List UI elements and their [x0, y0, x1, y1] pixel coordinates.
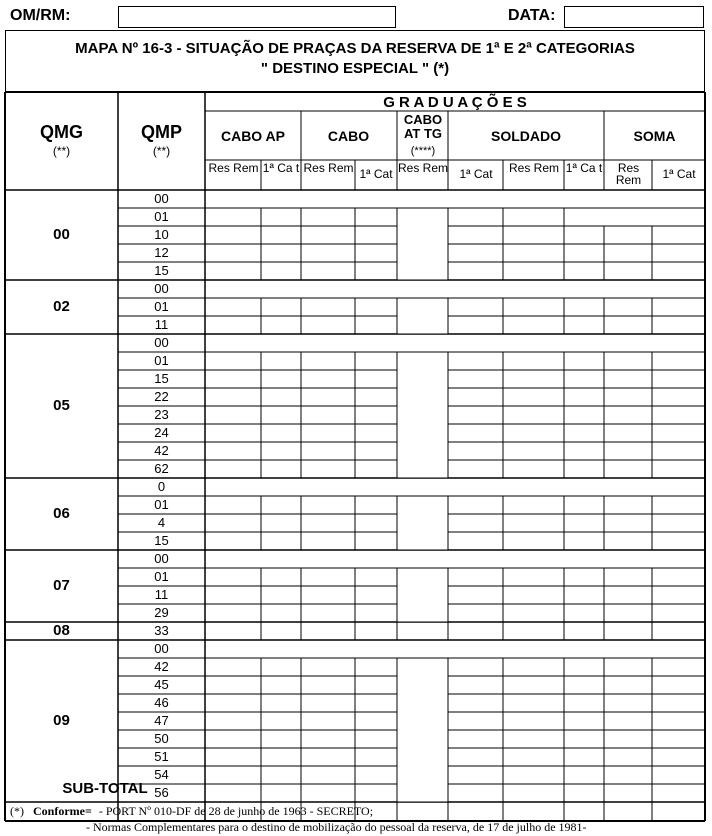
cabo-ap-res-rem: Res Rem: [208, 161, 259, 175]
blank-cell-region: [398, 497, 448, 550]
qmp-cell: 42: [154, 443, 169, 458]
qmp-header: QMP: [140, 122, 182, 142]
soldado-header: SOLDADO: [491, 128, 561, 144]
om-rm-label: OM/RM:: [10, 7, 71, 24]
qmg-cell: 08: [53, 622, 70, 639]
blank-cell-region: [398, 299, 448, 334]
qmp-cell: 00: [154, 335, 169, 350]
qmp-cell: 0: [157, 479, 166, 494]
qmp-cell: 01: [154, 209, 169, 224]
qmg-header: QMG: [40, 122, 83, 142]
qmp-cell: 00: [154, 551, 169, 566]
footnote-mark: (*): [10, 804, 24, 818]
qmp-cell: 10: [154, 227, 169, 242]
footnote-conforme: Conforme=: [33, 804, 92, 818]
cabo-1cat: 1ª Cat: [359, 167, 393, 181]
qmg-note: (**): [52, 144, 71, 158]
qmp-note: (**): [152, 144, 171, 158]
graduacoes-header: G R A D U A Ç Õ E S: [383, 94, 527, 111]
title-line-2: " DESTINO ESPECIAL " (*): [260, 60, 450, 77]
qmp-cell: 23: [154, 407, 169, 422]
blank-cell-region: [398, 353, 448, 478]
qmg-cell: 00: [53, 226, 70, 243]
qmp-cell: 01: [154, 569, 169, 584]
qmp-cell: 22: [154, 389, 169, 404]
qmp-cell: 33: [154, 623, 169, 638]
blank-cell-region: [398, 659, 448, 802]
footnote-text-1: - PORT Nº 010-DF de 28 de junho de 1963 - SECRETO;: [98, 804, 374, 818]
title-line-1: MAPA Nº 16-3 - SITUAÇÃO DE PRAÇAS DA RESERVA DE 1ª E 2ª CATEGORIAS: [75, 40, 635, 57]
soma-header: SOMA: [633, 128, 676, 144]
soldado-res-rem: Res Rem: [508, 161, 559, 175]
qmp-cell: 01: [154, 353, 169, 368]
qmp-cell: 42: [154, 659, 169, 674]
cabo-at-tg-res-rem: Res Rem: [398, 161, 449, 175]
cabo-res-rem: Res Rem: [303, 161, 354, 175]
subtotal-label: SUB-TOTAL: [62, 780, 148, 797]
qmp-cell: 00: [154, 281, 169, 296]
qmp-cell: 11: [154, 587, 169, 602]
qmp-cell: 00: [154, 641, 169, 656]
qmp-cell: 62: [154, 461, 169, 476]
qmp-cell: 4: [157, 515, 166, 530]
qmp-cell: 54: [154, 767, 169, 782]
soma-1cat: 1ª Cat: [662, 167, 696, 181]
qmg-cell: 09: [53, 712, 70, 729]
qmp-cell: 12: [154, 245, 169, 260]
qmp-cell: 29: [154, 605, 169, 620]
qmg-cell: 05: [53, 397, 70, 414]
blank-cell-region: [398, 569, 448, 622]
qmp-cell: 56: [154, 785, 169, 800]
qmp-cell: 15: [154, 533, 169, 548]
qmg-cell: 07: [53, 577, 70, 594]
cabo-header: CABO: [327, 128, 370, 144]
qmg-cell: 02: [53, 298, 70, 315]
qmp-cell: 00: [154, 191, 169, 206]
soma-res-rem: Res Rem: [615, 161, 642, 187]
soldado-1cat: 1ª Cat: [459, 167, 493, 181]
qmp-cell: 24: [154, 425, 169, 440]
qmp-cell: 51: [154, 749, 169, 764]
qmp-cell: 46: [154, 695, 169, 710]
cabo-ap-1cat: 1ª Ca t: [262, 161, 300, 175]
qmp-cell: 45: [154, 677, 169, 692]
qmp-cell: 01: [154, 299, 169, 314]
soldado-1cat-b: 1ª Ca t: [565, 161, 603, 175]
footnote-line-1: [10, 804, 373, 819]
qmp-cell: 11: [154, 317, 169, 332]
footnote-line-2: - Normas Complementares para o destino de mobilização do pessoal da reserva, de 17 de julho de 1981-: [86, 820, 587, 834]
qmp-cell: 50: [154, 731, 169, 746]
date-label: DATA:: [508, 7, 556, 24]
qmp-cell: 47: [154, 713, 169, 728]
cabo-at-tg-header: CABO AT TG: [403, 112, 443, 141]
qmp-cell: 15: [154, 263, 169, 278]
qmg-cell: 06: [53, 505, 70, 522]
qmp-cell: 15: [154, 371, 169, 386]
qmp-cell: 01: [154, 497, 169, 512]
cabo-ap-header: CABO AP: [220, 128, 286, 144]
blank-cell-region: [398, 209, 448, 280]
cabo-at-tg-note: (****): [410, 145, 436, 157]
